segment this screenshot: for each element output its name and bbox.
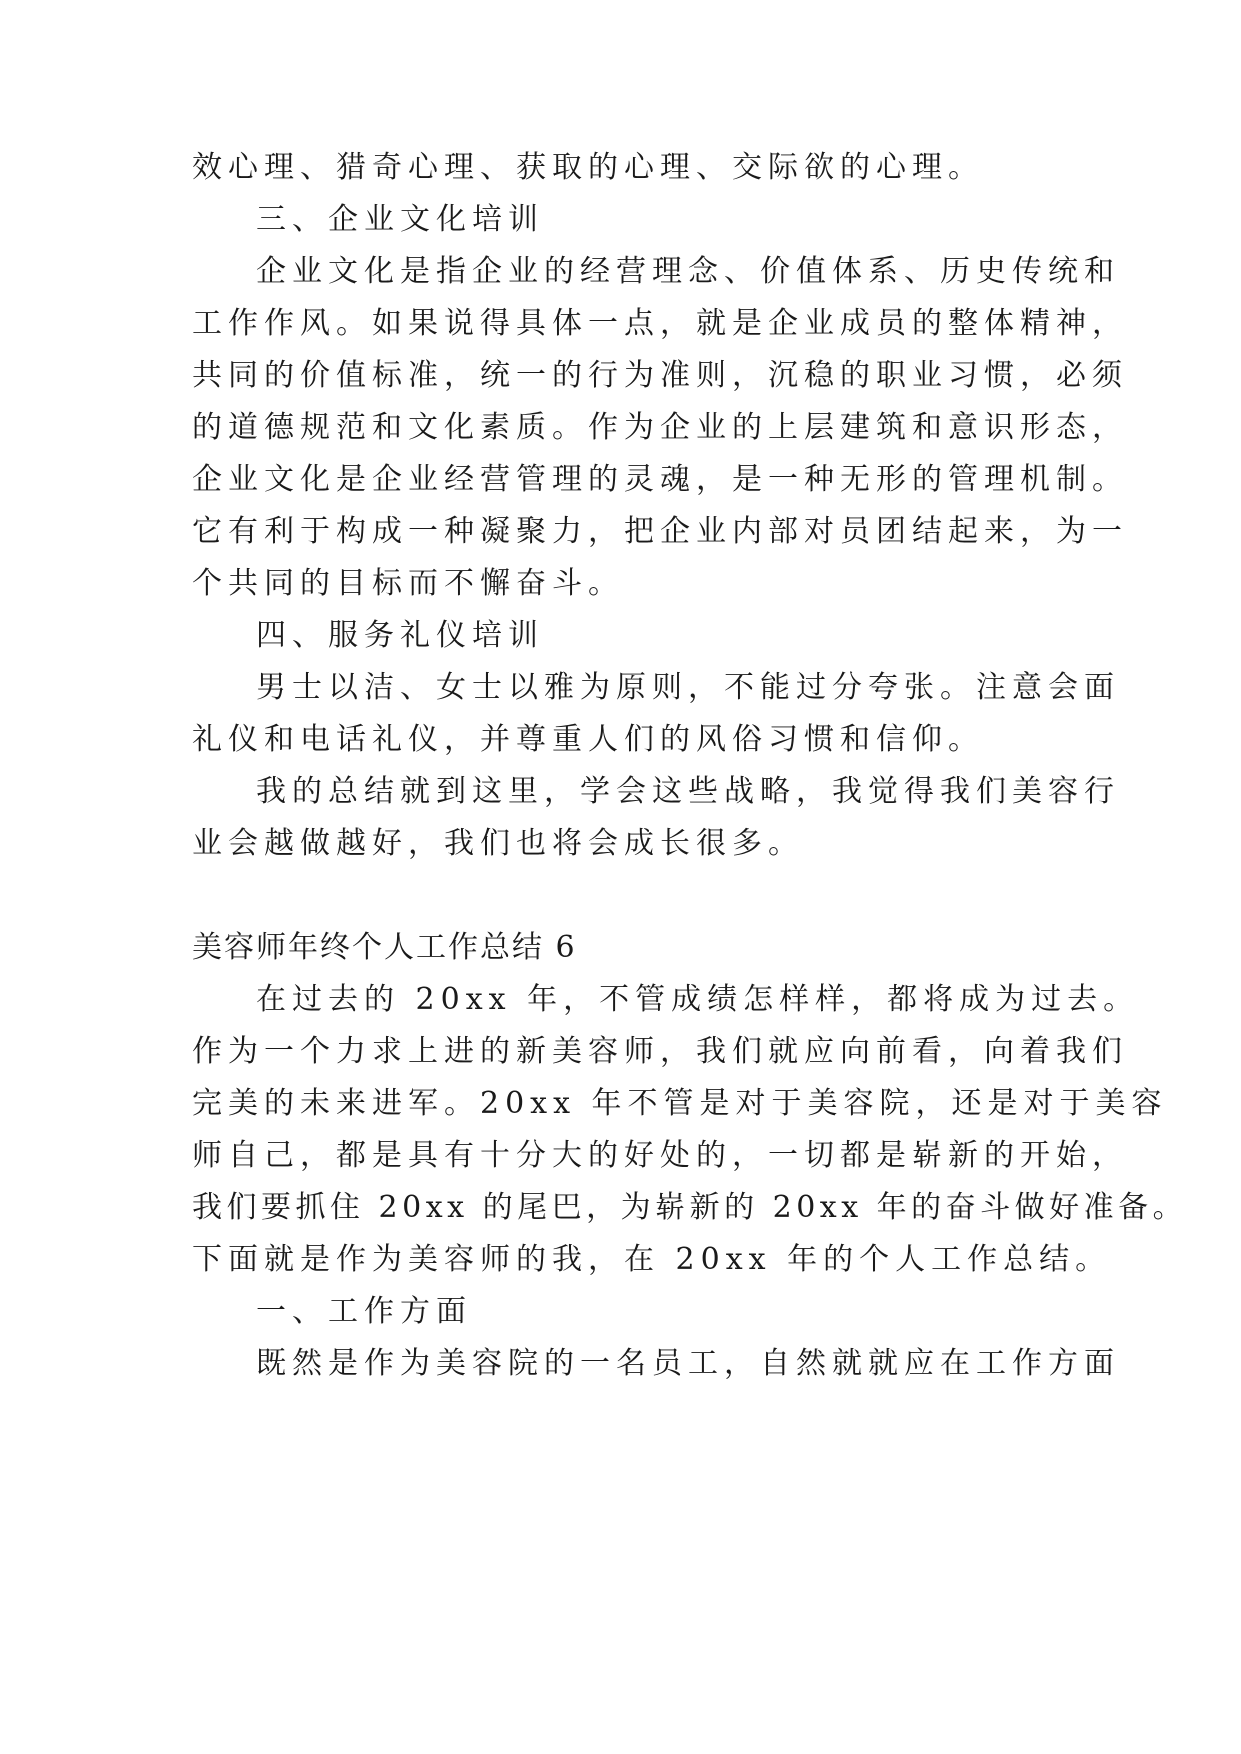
document-title: 美容师年终个人工作总结 6 — [192, 930, 577, 965]
paragraph-line: 企业文化是指企业的经营理念、价值体系、历史传统和 — [256, 254, 1120, 289]
paragraph-line: 企业文化是企业经营管理的灵魂，是一种无形的管理机制。 — [192, 462, 1128, 497]
paragraph-line: 工作作风。如果说得具体一点，就是企业成员的整体精神， — [192, 306, 1128, 341]
paragraph-line: 业会越做越好，我们也将会成长很多。 — [192, 826, 804, 861]
paragraph-line: 男士以洁、女士以雅为原则，不能过分夸张。注意会面 — [256, 670, 1120, 705]
paragraph-line: 我的总结就到这里，学会这些战略，我觉得我们美容行 — [256, 774, 1120, 809]
paragraph-line: 我们要抓住 20xx 的尾巴，为崭新的 20xx 年的奋斗做好准备。 — [192, 1190, 1188, 1225]
paragraph-line: 礼仪和电话礼仪，并尊重人们的风俗习惯和信仰。 — [192, 722, 984, 757]
paragraph-line: 作为一个力求上进的新美容师，我们就应向前看，向着我们 — [192, 1034, 1128, 1069]
paragraph-line: 在过去的 20xx 年，不管成绩怎样样，都将成为过去。 — [256, 982, 1140, 1017]
section-heading: 三、企业文化培训 — [256, 202, 544, 237]
paragraph-line: 效心理、猎奇心理、获取的心理、交际欲的心理。 — [192, 150, 984, 185]
paragraph-line: 个共同的目标而不懈奋斗。 — [192, 566, 624, 601]
paragraph-line: 共同的价值标准，统一的行为准则，沉稳的职业习惯，必须 — [192, 358, 1128, 393]
paragraph-line: 的道德规范和文化素质。作为企业的上层建筑和意识形态， — [192, 410, 1128, 445]
section-heading: 四、服务礼仪培训 — [256, 618, 544, 653]
paragraph-line: 下面就是作为美容师的我，在 20xx 年的个人工作总结。 — [192, 1242, 1112, 1277]
paragraph-line: 它有利于构成一种凝聚力，把企业内部对员团结起来，为一 — [192, 514, 1128, 549]
paragraph-line: 既然是作为美容院的一名员工，自然就就应在工作方面 — [256, 1346, 1120, 1381]
paragraph-line: 完美的未来进军。20xx 年不管是对于美容院，还是对于美容 — [192, 1086, 1168, 1121]
section-heading: 一、工作方面 — [256, 1294, 472, 1329]
paragraph-line: 师自己，都是具有十分大的好处的，一切都是崭新的开始， — [192, 1138, 1128, 1173]
